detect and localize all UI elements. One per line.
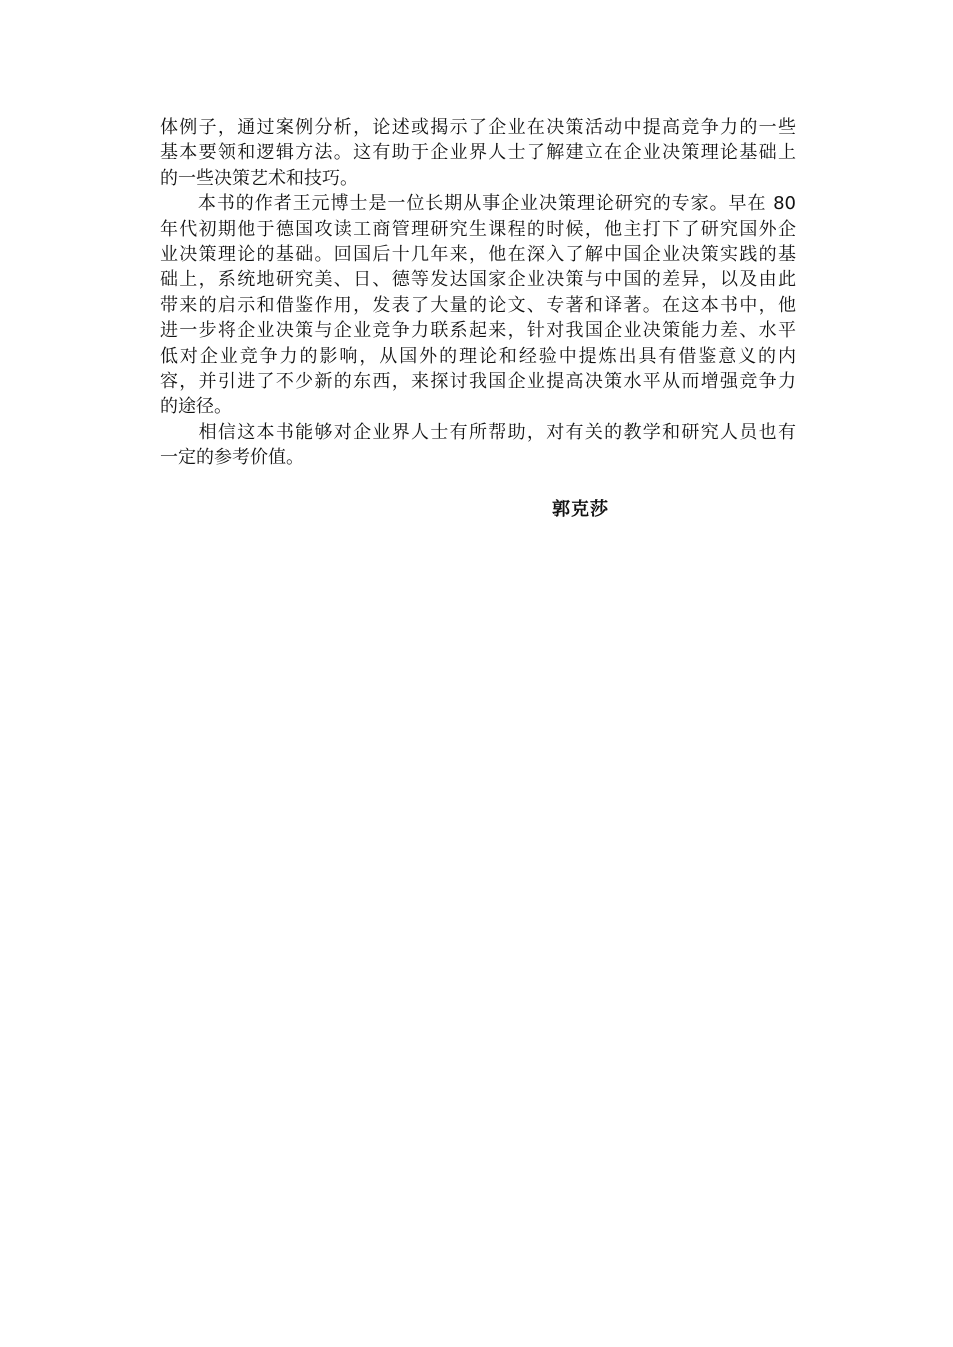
paragraph-1-line-1: 体例子，通过案例分析，论述或揭示了企业在决策活动中提高竞争力的一些 [160,117,796,138]
paragraph-2-line-5: 带来的启示和借鉴作用，发表了大量的论文、专著和译著。在这本书中，他 [160,294,796,316]
paragraph-1-line-3: 的一些决策艺术和技巧。 [160,167,358,189]
paragraph-2-line-3: 业决策理论的基础。回国后十几年来，他在深入了解中国企业决策实践的基 [160,243,796,265]
paragraph-1-line-2: 基本要领和逻辑方法。这有助于企业界人士了解建立在企业决策理论基础上 [160,142,796,164]
paragraph-2-line-1: 本书的作者王元博士是一位长期从事企业决策理论研究的专家。早在 80 [160,193,796,215]
paragraph-2-line-4: 础上，系统地研究美、日、德等发达国家企业决策与中国的差异，以及由此 [160,269,796,291]
author-signature: 郭克莎 [552,499,609,520]
body-text [160,115,796,470]
paragraph-2-line-7: 低对企业竞争力的影响，从国外的理论和经验中提炼出具有借鉴意义的内 [160,345,796,367]
paragraph-3-line-2: 一定的参考价值。 [160,447,304,469]
paragraph-3-line-1: 相信这本书能够对企业界人士有所帮助，对有关的教学和研究人员也有 [160,421,796,443]
paragraph-2-line-9: 的途径。 [160,396,232,418]
paragraph-2-line-2: 年代初期他于德国攻读工商管理研究生课程的时候，他主打下了研究国外企 [160,218,796,240]
paragraph-2-line-8: 容，并引进了不少新的东西，来探讨我国企业提高决策水平从而增强竞争力 [160,370,796,392]
paragraph-2-line-6: 进一步将企业决策与企业竞争力联系起来，针对我国企业决策能力差、水平 [160,320,796,342]
